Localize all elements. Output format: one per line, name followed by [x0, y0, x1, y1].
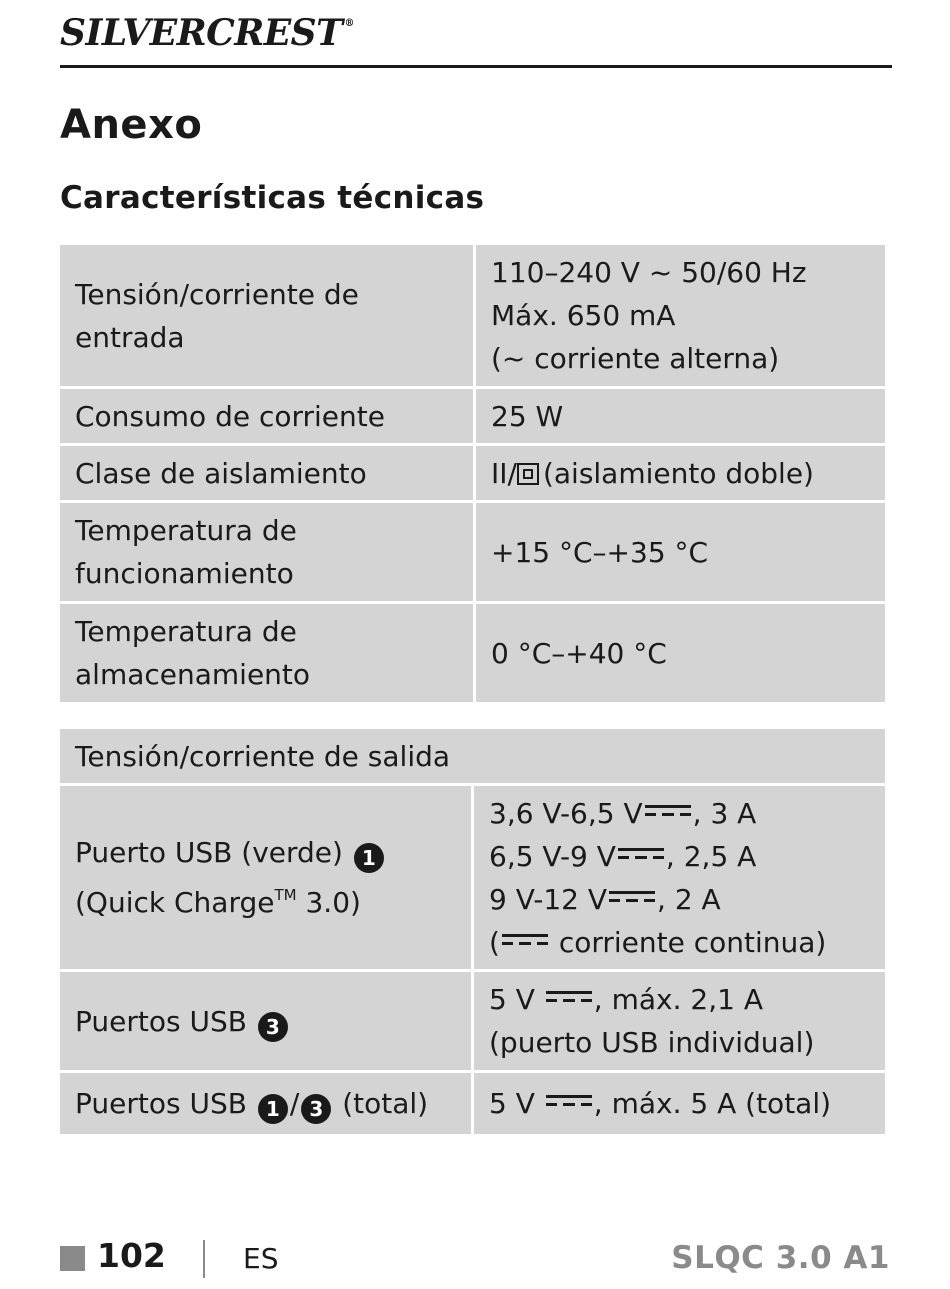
usb1-label-text: Puerto USB (verde): [75, 836, 343, 869]
usb1-v4-open: (: [489, 925, 500, 959]
usb1-value-line1: [489, 792, 870, 835]
brand-silver: SILVER: [60, 12, 207, 54]
usb1-label-cell: [60, 786, 471, 969]
language-code: ES: [243, 1242, 279, 1275]
usb1-v2-range: 6,5 V-9 V: [489, 839, 616, 873]
dc-symbol-icon: [609, 890, 655, 904]
table-row: [60, 245, 885, 386]
footer-separator: [203, 1240, 205, 1278]
page-number: 102: [97, 1236, 166, 1275]
table-row: [60, 1073, 885, 1134]
usb1-v3-current: , 2 A: [657, 882, 721, 916]
table-row: [60, 389, 885, 443]
brand-registered: ®: [344, 18, 354, 29]
input-label-line1: Tensión/corriente de: [75, 277, 359, 311]
quick-charge-version: 3.0): [296, 886, 361, 919]
usb1-v3-range: 9 V-12 V: [489, 882, 608, 916]
usb1-v1-range: 3,6 V-6,5 V: [489, 796, 643, 830]
output-table: [57, 726, 888, 1137]
usb1-value-line4: [489, 921, 870, 964]
op-temp-label-cell: [60, 503, 473, 601]
usb3-label-text: Puertos USB: [75, 1004, 247, 1038]
dc-symbol-icon: [546, 990, 592, 1004]
quick-charge-text: (Quick Charge: [75, 886, 275, 919]
table-row: [60, 972, 885, 1070]
usb3-voltage: 5 V: [489, 983, 535, 1016]
total-current: , máx. 5 A (total): [593, 1087, 832, 1120]
storage-temp-value-cell: 0 °C–+40 °C: [476, 604, 885, 702]
insulation-class: II/: [491, 456, 517, 490]
storage-temp-label-line1: Temperatura de: [75, 615, 297, 648]
total-value-cell: [474, 1073, 885, 1134]
output-section-label: Tensión/corriente de salida: [60, 729, 885, 783]
total-label-text: Puertos USB: [75, 1087, 247, 1120]
dc-symbol-icon: [546, 1094, 592, 1108]
input-value-line3: (~ corriente alterna): [491, 342, 780, 375]
input-label-line2: entrada: [75, 320, 185, 354]
trademark-mark: TM: [274, 886, 297, 904]
insulation-value-cell: [476, 446, 885, 500]
op-temp-value-cell: +15 °C–+35 °C: [476, 503, 885, 601]
footer-square-mark: [60, 1246, 85, 1271]
usb1-v1-current: , 3 A: [692, 796, 757, 830]
usb3-value-line2: (puerto USB individual): [489, 1026, 815, 1059]
usb1-v2-current: , 2,5 A: [665, 839, 757, 873]
usb3-value-cell: [474, 972, 885, 1070]
port-1-marker: 1: [258, 1094, 288, 1124]
usb1-v4-text: corriente continua): [549, 925, 827, 959]
usb1-value-line3: [489, 878, 870, 921]
double-insulation-icon: [517, 463, 539, 485]
op-temp-label-line1: Temperatura de: [75, 514, 297, 547]
table-row: [60, 604, 885, 702]
port-1-marker: 1: [354, 843, 384, 873]
input-value-line1: 110–240 V ~ 50/60 Hz: [491, 256, 807, 289]
usb1-value-line2: [489, 835, 870, 878]
total-slash: /: [289, 1087, 300, 1120]
usb3-label-cell: [60, 972, 471, 1070]
page-title: Anexo: [60, 102, 203, 148]
input-value-cell: [476, 245, 885, 386]
insulation-label-cell: Clase de aislamiento: [60, 446, 473, 500]
header-rule: [60, 65, 892, 68]
dc-symbol-icon: [618, 847, 664, 861]
port-3-marker: 3: [301, 1094, 331, 1124]
dc-symbol-icon: [645, 804, 691, 818]
usb3-current: , máx. 2,1 A: [593, 983, 763, 1016]
storage-temp-label-line2: almacenamiento: [75, 658, 311, 691]
insulation-desc: (aislamiento doble): [542, 456, 814, 490]
op-temp-label-line2: funcionamiento: [75, 557, 294, 590]
input-label-cell: [60, 245, 473, 386]
power-label-cell: Consumo de corriente: [60, 389, 473, 443]
usb1-label-line2: [75, 874, 456, 924]
model-name: SLQC 3.0 A1: [671, 1240, 890, 1276]
total-suffix: (total): [333, 1087, 429, 1120]
usb1-value-cell: [474, 786, 885, 969]
input-value-line2: Máx. 650 mA: [491, 299, 676, 332]
specs-table: [57, 242, 888, 705]
table-row: [60, 729, 885, 783]
power-value-cell: 25 W: [476, 389, 885, 443]
brand-logo: [60, 12, 354, 56]
total-label-cell: [60, 1073, 471, 1134]
usb3-value-line1: [489, 978, 870, 1021]
brand-crest: CREST: [206, 12, 343, 54]
table-row: [60, 446, 885, 500]
table-row: [60, 786, 885, 969]
storage-temp-label-cell: [60, 604, 473, 702]
section-title: Características técnicas: [60, 180, 485, 216]
usb1-label-line1: [75, 831, 456, 874]
total-voltage: 5 V: [489, 1087, 535, 1120]
dc-symbol-icon: [502, 933, 548, 947]
table-row: [60, 503, 885, 601]
port-3-marker: 3: [258, 1012, 288, 1042]
